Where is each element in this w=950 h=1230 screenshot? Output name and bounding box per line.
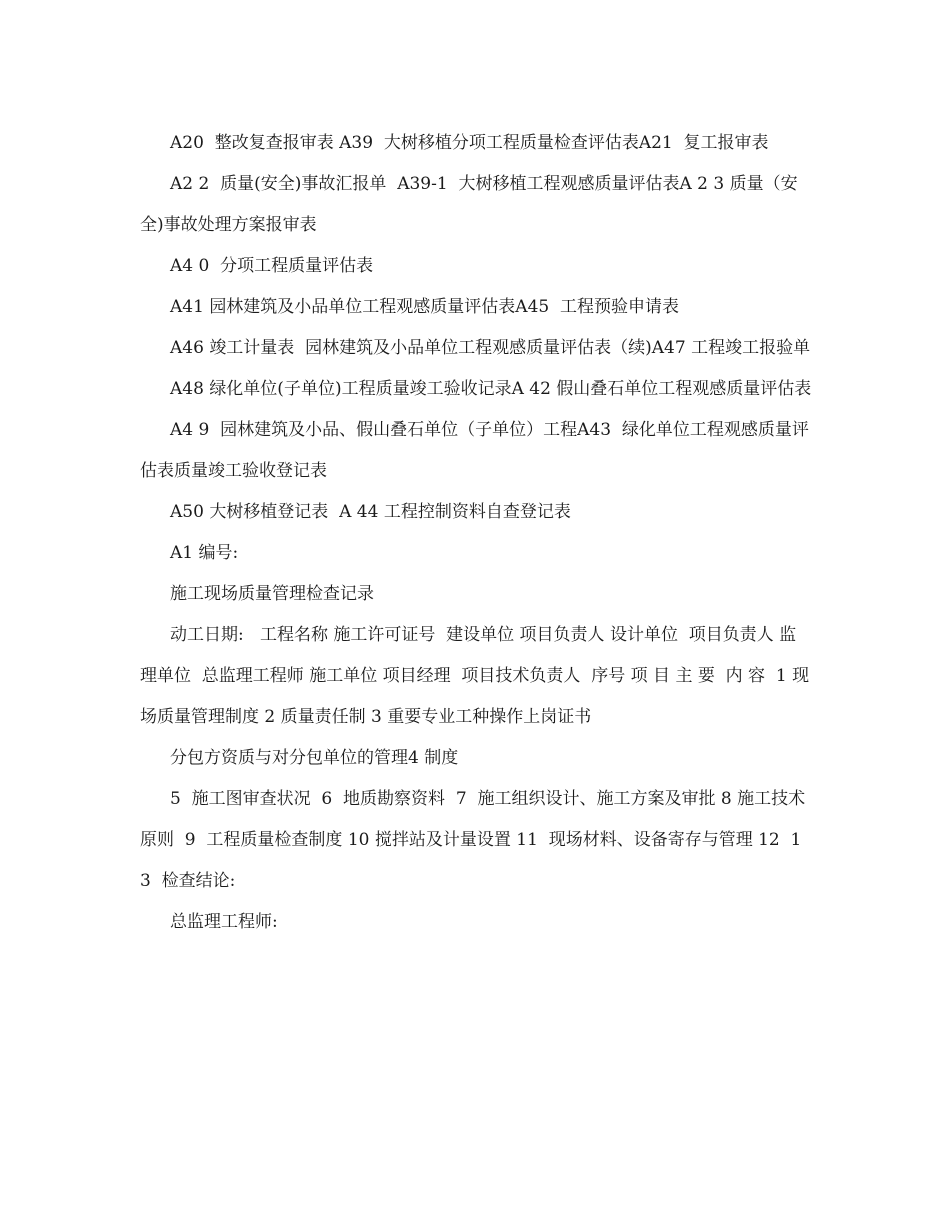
paragraph-form-a22-a39-1-a23: A2 2 质量(安全)事故汇报单 A39-1 大树移植工程观感质量评估表A 2 3 质量（安全)事故处理方案报审表 — [140, 174, 798, 235]
record-header-fields: 动工日期: 工程名称 施工许可证号 建设单位 项目负责人 设计单位 项目负责人 监理单位 总监理工程师 施工单位 项目经理 项目技术负责人 序号 项 目 主 要 内 容 1 现场质量管理制度 2 质量责任制 3 重要专业工种操作上岗证书 — [140, 625, 810, 727]
form-a1-number-label: A1 编号: — [170, 543, 239, 563]
record-items-5-13: 5 施工图审查状况 6 地质勘察资料 7 施工组织设计、施工方案及审批 8 施工技术原则 9 工程质量检查制度 10 搅拌站及计量设置 11 现场材料、设备寄存与管理 12 1 3 检查结论: — [140, 789, 807, 891]
document-body — [140, 123, 812, 943]
paragraph-form-a41-a45: A41 园林建筑及小品单位工程观感质量评估表A45 工程预验申请表 — [170, 297, 680, 317]
paragraph-form-a40: A4 0 分项工程质量评估表 — [170, 256, 374, 276]
record-item-subcontractor: 分包方资质与对分包单位的管理4 制度 — [170, 748, 459, 768]
paragraph-form-a20-a39-a21: A20 整改复查报审表 A39 大树移植分项工程质量检查评估表A21 复工报审表 — [170, 133, 769, 153]
paragraph-form-a49-a43: A4 9 园林建筑及小品、假山叠石单位（子单位）工程A43 绿化单位工程观感质量评估表质量竣工验收登记表 — [140, 420, 809, 481]
record-title: 施工现场质量管理检查记录 — [170, 584, 374, 604]
paragraph-form-a50-a44: A50 大树移植登记表 A 44 工程控制资料自查登记表 — [170, 502, 571, 522]
paragraph-form-a48-a42: A48 绿化单位(子单位)工程质量竣工验收记录A 42 假山叠石单位工程观感质量评估表 — [170, 379, 812, 399]
chief-supervisor-signature-label: 总监理工程师: — [170, 912, 278, 932]
paragraph-form-a46-a47: A46 竣工计量表 园林建筑及小品单位工程观感质量评估表（续)A47 工程竣工报验单 — [170, 338, 811, 358]
